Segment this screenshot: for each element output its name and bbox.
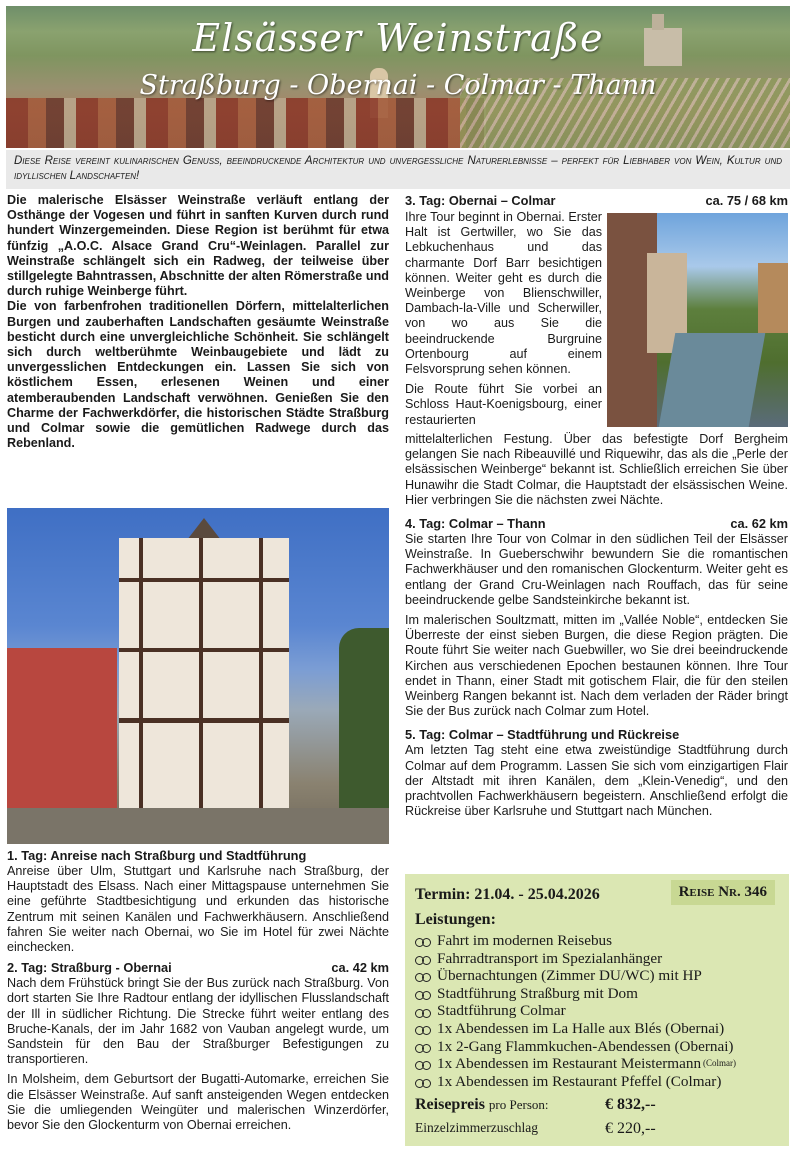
route-subtitle: Straßburg - Obernai - Colmar - Thann — [139, 70, 657, 101]
travel-dates: Termin: 21.04. - 25.04.2026 — [415, 886, 600, 903]
service-text: Stadtführung Colmar — [437, 1002, 566, 1020]
bicycle-icon — [415, 1006, 431, 1017]
day5-heading — [405, 727, 788, 743]
beam — [119, 578, 289, 582]
price-row — [415, 1096, 775, 1114]
bicycle-icon — [415, 988, 431, 999]
day2-title: 2. Tag: Straßburg - Obernai — [7, 960, 172, 976]
bicycle-icon — [415, 1076, 431, 1087]
day3-text-1: Ihre Tour beginnt in Obernai. Erster Halt ist Gertwiller, wo Sie das Lebkuchenhaus und das charmante Dorf Barr besichtigen können. Weiter geht es durch die Weinberge von Blienschwiller, Dambach-la-Ville und Scherwiller, von wo aus Sie die beeindruckende Burgruine Ortenbourg auf einem Felsvorsprung sehen können. — [405, 210, 602, 377]
single-supplement-row — [415, 1120, 775, 1138]
service-item — [415, 1073, 736, 1091]
service-item — [415, 950, 736, 968]
intro-strip: Diese Reise vereint kulinarischen Genuss, beeindruckende Architektur und unvergessliche Naturerlebnisse – perfekt für Liebhaber von Wein, Kultur und idyllischen Landschaften! — [6, 150, 790, 189]
day2-text-1: Nach dem Frühstück bringt Sie der Bus zurück nach Straßburg. Von dort starten Sie Ihre Radtour entlang der idyllischen Flusslandschaft der Ill in südlicher Richtung. Die Strecke führt weiter entlang des Bruche-Kanals, der im Jahr 1682 von Vauban angelegt wurde, um Sandstein für den Bau der Straßburger Befestigungen zu transportieren. — [7, 976, 389, 1067]
beam — [119, 718, 289, 723]
tree — [339, 628, 389, 808]
square-ground — [7, 808, 389, 844]
day1-title: 1. Tag: Anreise nach Straßburg und Stadtführung — [7, 848, 307, 863]
day3-heading-row — [405, 193, 788, 209]
right-column-lower — [405, 432, 788, 819]
day5-text: Am letzten Tag steht eine etwa zweistündige Stadtführung durch Colmar auf dem Programm. Lassen Sie sich vom einzigartigen Flair der Altstadt mit ihren Kanälen, dem „Klein-Venedig“, und den prachtvollen Fachwerkhäusern begeistern. Anschließend erfolgt die Rückreise über Karlsruhe und Stuttgart nach München. — [405, 743, 788, 819]
service-text: Übernachtungen (Zimmer DU/WC) mit HP — [437, 967, 702, 985]
bicycle-icon — [415, 935, 431, 946]
day4-distance: ca. 62 km — [730, 516, 788, 532]
day1-text: Anreise über Ulm, Stuttgart und Karlsruhe nach Straßburg, der Hauptstadt des Elsass. Nach einer Mittagspause unternehmen Sie eine geführte Stadtbesichtigung und erkunden das historische Zentrum mit seinen Kanälen und Fachwerkhäusern. Anschließend fahren Sie weiter nach Obernai, wo Sie im Hotel für zwei Nächte einchecken. — [7, 864, 389, 955]
house — [758, 263, 788, 333]
beam — [199, 538, 203, 808]
canal-village-photo — [607, 213, 788, 427]
service-text: Fahrt im modernen Reisebus — [437, 932, 613, 949]
day3-heading — [405, 193, 788, 209]
day3-text-2a: Die Route führt Sie vorbei an Schloss Haut-Koenigsbourg, einer restaurierten — [405, 382, 602, 427]
beam — [119, 648, 289, 652]
bicycle-icon — [415, 953, 431, 964]
service-item — [415, 1020, 736, 1038]
page-title: Elsässer Weinstraße — [192, 16, 604, 60]
service-item — [415, 1038, 736, 1056]
service-text: 1x Abendessen im Restaurant Pfeffel (Colmar) — [437, 1072, 722, 1090]
trip-number-badge: Reise Nr. 346 — [671, 880, 775, 905]
day2-text-2: In Molsheim, dem Geburtsort der Bugatti-Automarke, erreichen Sie die Elsässer Weinstraße. Auf sanft ansteigenden Wegen entdecken Sie die umliegenden Weingüter und malerischen Winzerdörfer, bevor Sie den Glockenturm von Obernai erreichen. — [7, 1072, 389, 1133]
beam — [259, 538, 263, 808]
intro-paragraph-2: Die von farbenfrohen traditionellen Dörfern, mittelalterlichen Burgen und zauberhaften Landschaften gesäumte Weinstraße besticht durch eine unvergleichliche Schönheit. Sie schlängelt sich durch weltberühmte Weinbaugebiete und lädt zu unvergesslichen Entdeckungen ein. Lassen Sie sich von köstlichem Essen, erlesenen Weinen und einer atemberaubenden Landschaft verwöhnen. Genießen Sie den Charme der Fachwerkdörfer, die historischen Städte Straßburg und Colmar sowie die gemütlichen Radwege durch das Rebenland. — [7, 299, 389, 451]
day4-title: 4. Tag: Colmar – Thann — [405, 516, 546, 532]
service-text: Fahrradtransport im Spezialanhänger — [437, 949, 663, 967]
house-facade — [119, 538, 289, 808]
day4-text-2: Im malerischen Soultzmatt, mitten im „Vallée Noble“, entdecken Sie Überreste der einst sieben Burgen, die diese Region prägten. Die Route führt Sie weiter nach Guebwiller, wo Sie drei beeindruckende Kirchen aus verschiedenen Epochen bestaunen können. Ihre Tour endet in Thann, einer Stadt mit gotischem Flair, die für den steilen Weinberg Rangen bekannt ist. Nach dem verladen der Räder bringt Sie der Bus zurück nach Colmar zum Hotel. — [405, 613, 788, 719]
bicycle-icon — [415, 1058, 431, 1069]
booking-box — [405, 874, 789, 1146]
single-supplement-value: € 220,-- — [605, 1120, 656, 1137]
bicycle-icon — [415, 970, 431, 981]
day2-distance: ca. 42 km — [331, 960, 389, 976]
day4-heading — [405, 516, 788, 532]
price-label-small: pro Person: — [488, 1097, 549, 1112]
service-text: 1x 2-Gang Flammkuchen-Abendessen (Obernai) — [437, 1037, 734, 1055]
bicycle-icon — [415, 1023, 431, 1034]
day5-title: 5. Tag: Colmar – Stadtführung und Rückreise — [405, 727, 680, 743]
single-supplement-label: Einzelzimmerzuschlag — [415, 1120, 538, 1135]
service-item — [415, 985, 736, 1003]
red-house — [7, 648, 117, 808]
service-text: 1x Abendessen im La Halle aux Blés (Obernai) — [437, 1019, 725, 1037]
service-item — [415, 1055, 736, 1073]
services-heading: Leistungen: — [415, 911, 496, 928]
half-timbered-house-photo — [7, 508, 389, 844]
price-value: € 832,-- — [605, 1096, 656, 1113]
day1-heading — [7, 848, 389, 864]
canal-water — [659, 333, 766, 427]
service-text: 1x Abendessen im Restaurant Meistermann — [437, 1055, 702, 1073]
service-item — [415, 1002, 736, 1020]
day3-distance: ca. 75 / 68 km — [705, 193, 788, 208]
bicycle-icon — [415, 1041, 431, 1052]
beam — [139, 538, 143, 808]
day3-text-block — [405, 210, 602, 428]
service-item — [415, 932, 736, 950]
village-roofs — [6, 98, 486, 148]
service-note: (Colmar) — [703, 1058, 737, 1069]
intro-paragraph-1: Die malerische Elsässer Weinstraße verläuft entlang der Osthänge der Vogesen und führt in sanften Kurven durch rund hundert Winzergemeinden. Diese Region ist berühmt für etwa fünfzig „A.O.C. Alsace Grand Cru“-Weinlagen. Parallel zur Weinstraße schlängelt sich ein Radweg, der teilweise über stillgelegte Bahntrassen, Abschnitte der alten Römerstraße und durch ruhige Weinberge führt. — [7, 193, 389, 299]
price-label: Reisepreis — [415, 1096, 485, 1113]
services-list — [415, 932, 736, 1090]
service-text: Stadtführung Straßburg mit Dom — [437, 984, 638, 1002]
day4-text-1: Sie starten Ihre Tour von Colmar in den südlichen Teil der Elsässer Weinstraße. In Gueberschwihr bewundern Sie die romantischen Fachwerkhäuser und den romanischen Glockenturm. Weiter geht es entlang der Grand Cru-Weinlagen nach Rouffach, das für seine beeindruckende gelbe Sandsteinkirche bekannt ist. — [405, 532, 788, 607]
left-column-days — [7, 848, 389, 1133]
day3-text-2b: mittelalterlichen Festung. Über das befestigte Dorf Bergheim gelangen Sie nach Ribeauvillé und Riquewihr, das als die „Perle der elsässischen Weinberge“ bekannt ist. Schließlich erreichen Sie über Hunawihr die Stadt Colmar, die Hauptstadt der elsässischen Weine. Hier verbringen Sie die nächsten zwei Nächte. — [405, 432, 788, 507]
service-item — [415, 967, 736, 985]
left-column — [7, 193, 389, 451]
day3-title: 3. Tag: Obernai – Colmar — [405, 193, 556, 208]
day2-heading — [7, 960, 389, 976]
